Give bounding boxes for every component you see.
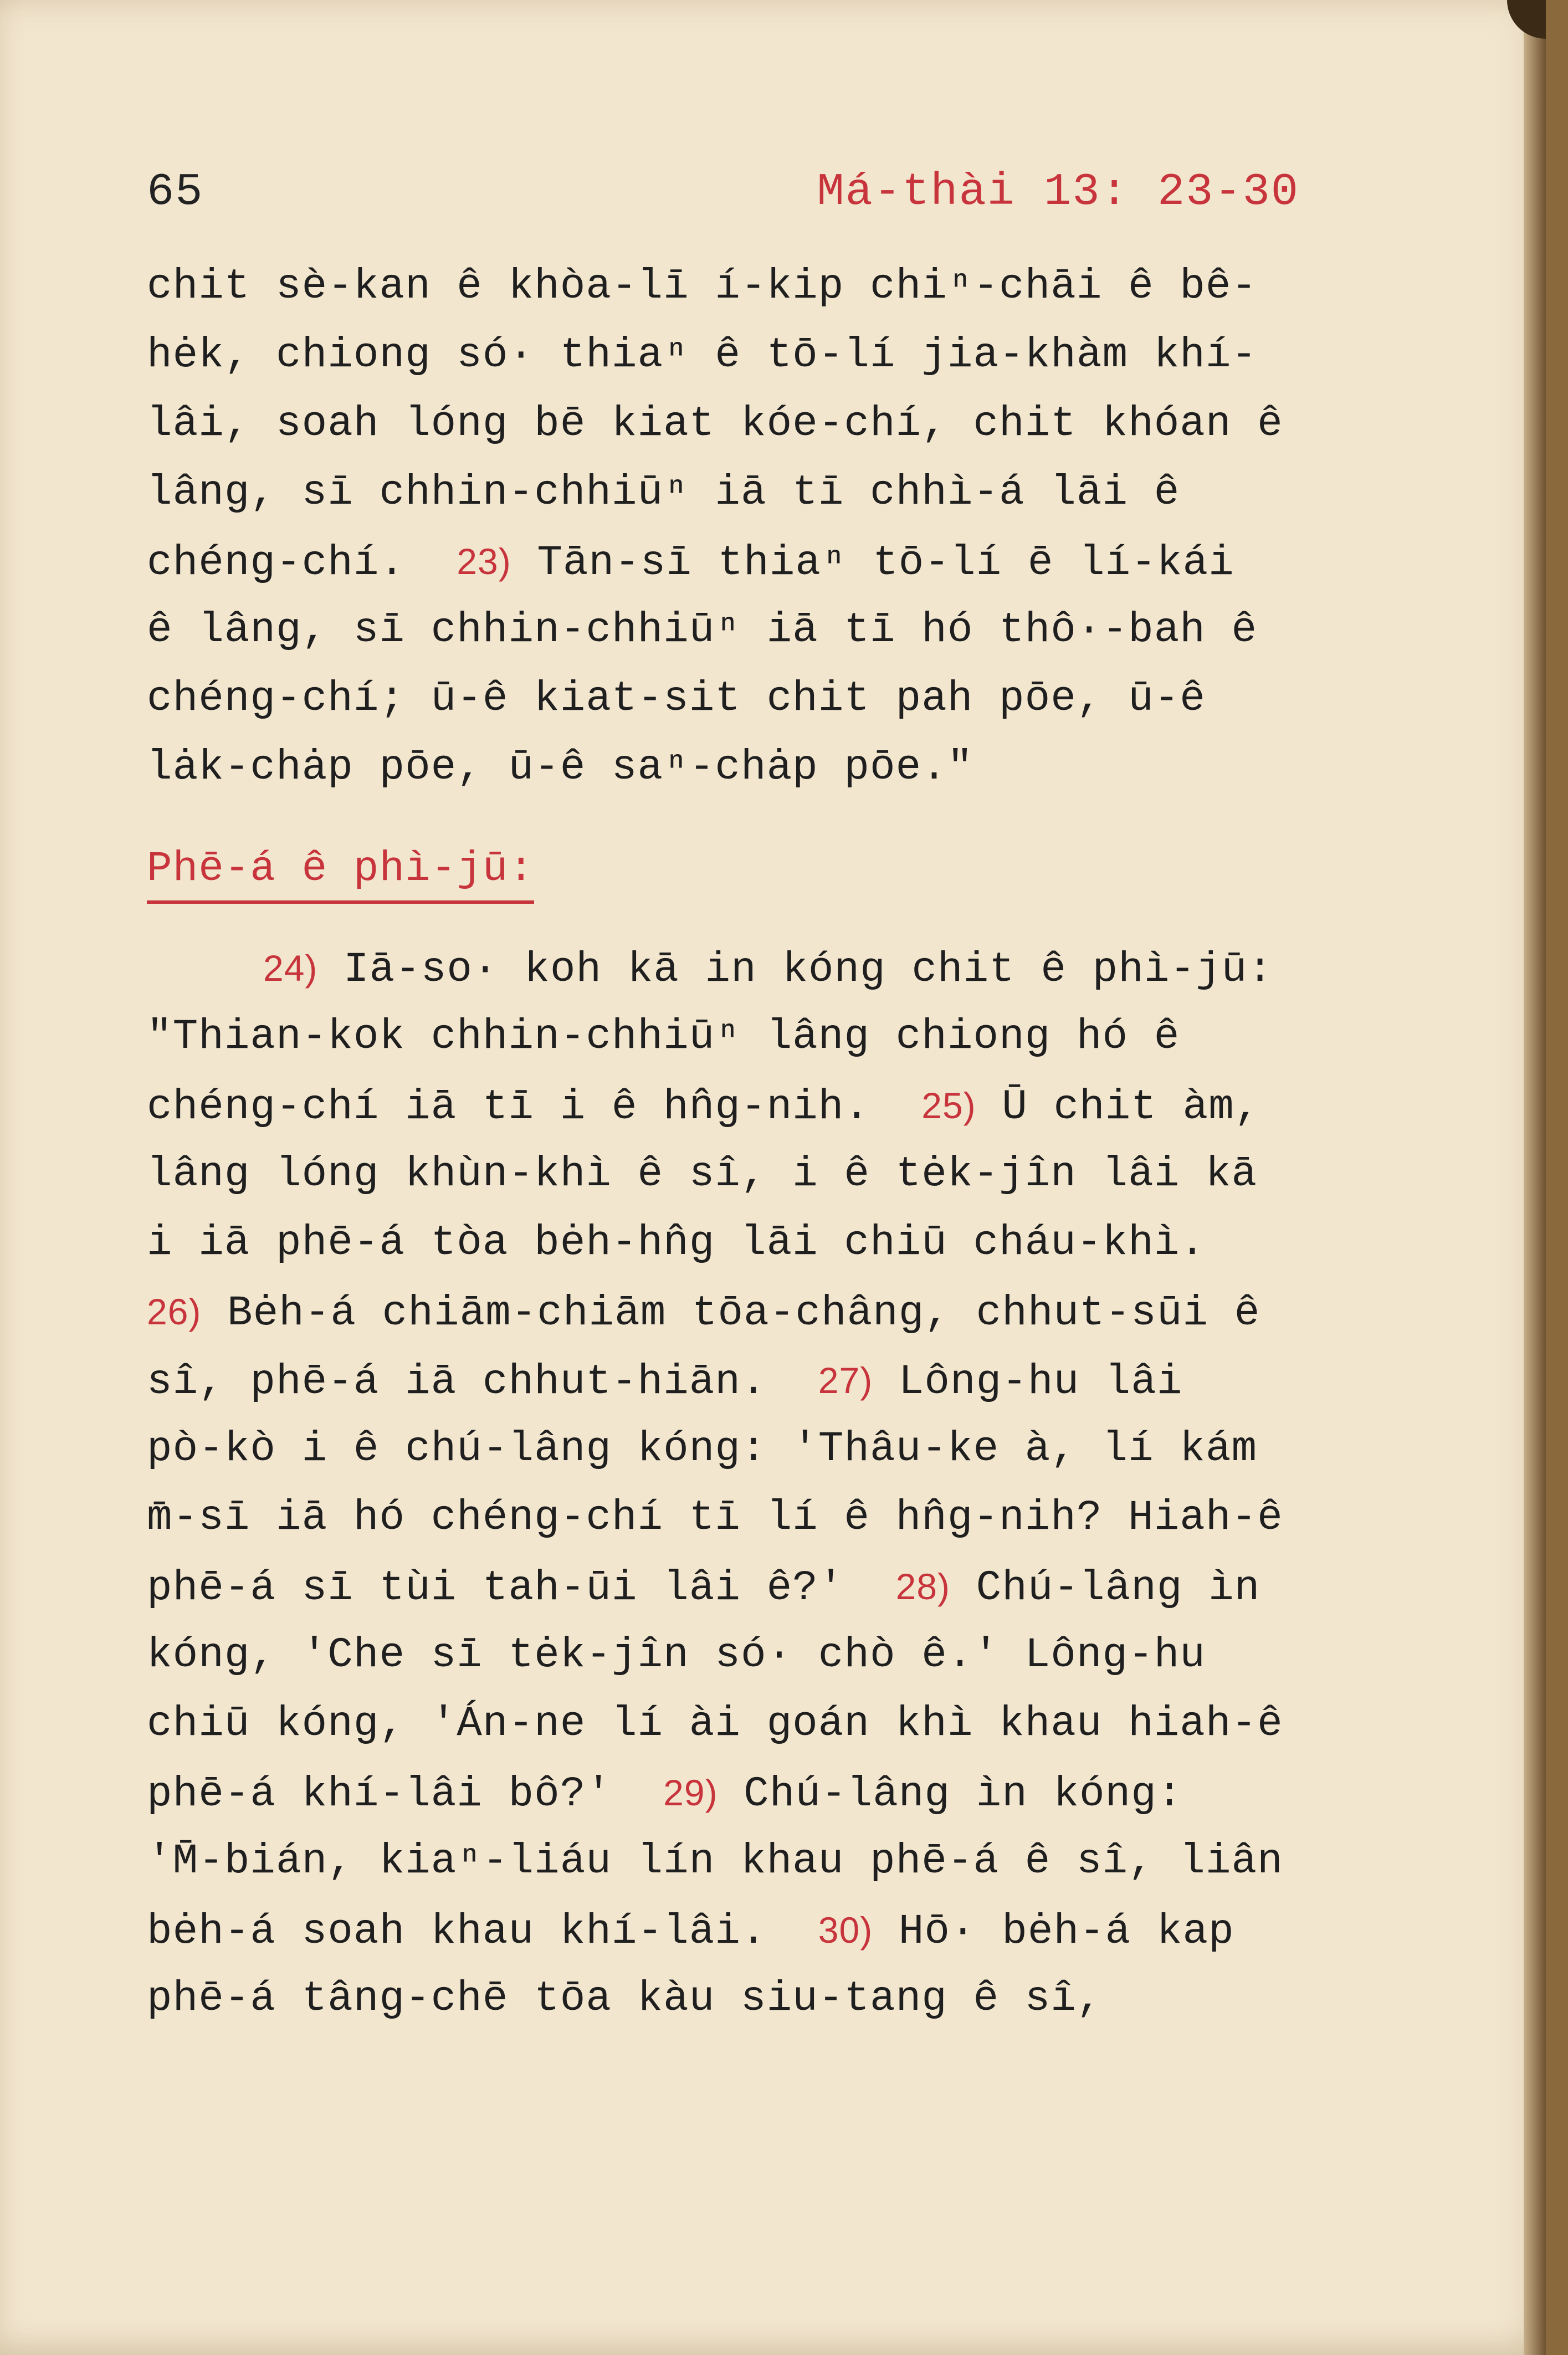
line-text: lâng, sī chhin-chhiūⁿ iā tī chhì-á lāi ê [147, 469, 1180, 516]
verse-number: 23) [457, 541, 511, 582]
text-line [147, 458, 1366, 527]
page-number: 65 [147, 166, 204, 218]
page-header [147, 166, 1299, 227]
line-text: i iā phē-á tòa bėh-hn̂g lāi chiū cháu-khì. [147, 1219, 1206, 1267]
text-line [147, 934, 1366, 1002]
line-text: lȧk-chȧp pōe, ū-ê saⁿ-chȧp pōe." [147, 744, 973, 791]
text-line [147, 1690, 1366, 1758]
text-line [147, 1827, 1366, 1896]
line-text: phē-á tâng-chē tōa kàu siu-tang ê sî, [147, 1975, 1103, 2023]
line-text: "Thian-kok chhin-chhiūⁿ lâng chiong hó ê [147, 1013, 1180, 1061]
line-text: Tān-sī thiaⁿ tō-lí ē lí-kái [511, 539, 1234, 587]
text-line [147, 1140, 1366, 1209]
line-text: Hō· bėh-á kap [873, 1908, 1234, 1955]
line-text: Chú-lâng ìn [950, 1564, 1260, 1612]
line-text: chéng-chí. [147, 539, 457, 587]
text-line [147, 596, 1366, 664]
line-text: kóng, 'Che sī tėk-jîn só· chò ê.' Lông-hu [147, 1631, 1206, 1679]
text-line [147, 1209, 1366, 1277]
line-text: Iā-so· koh kā in kóng chit ê phì-jū: [317, 946, 1273, 994]
verse-number: 29) [663, 1772, 718, 1813]
line-text: hėk, chiong só· thiaⁿ ê tō-lí jia-khàm khí- [147, 331, 1258, 379]
text-line [147, 733, 1366, 802]
paragraph-1 [147, 252, 1366, 802]
line-text: chéng-chí iā tī i ê hn̂g-nih. [147, 1083, 922, 1131]
text-line [147, 1964, 1366, 2033]
line-text: Bėh-á chiām-chiām tōa-châng, chhut-sūi ê [201, 1289, 1260, 1337]
section-heading: Phē-á ê phì-jū: [147, 845, 534, 904]
text-line [147, 252, 1366, 321]
text-line [147, 1002, 1366, 1071]
verse-number: 25) [921, 1085, 976, 1126]
text-line [147, 321, 1366, 390]
verse-number: 27) [818, 1360, 873, 1401]
text-line [147, 664, 1366, 733]
text-line [147, 1896, 1366, 1964]
line-text: Ū chit àm, [976, 1083, 1260, 1131]
page-corner [1507, 0, 1546, 39]
line-text: ê lâng, sī chhin-chhiūⁿ iā tī hó thô·-bah ê [147, 606, 1258, 654]
line-text: chiū kóng, 'Án-ne lí ài goán khì khau hiah-ê [147, 1700, 1283, 1748]
line-text: sî, phē-á iā chhut-hiān. [147, 1358, 818, 1406]
verse-number: 26) [147, 1291, 202, 1332]
line-text: Lông-hu lâi [873, 1358, 1183, 1406]
line-text: lâng lóng khùn-khì ê sî, i ê tėk-jîn lâi kā [147, 1150, 1258, 1198]
line-text: bėh-á soah khau khí-lâi. [147, 1908, 818, 1955]
text-line [147, 1346, 1366, 1415]
verse-number: 28) [895, 1566, 951, 1607]
text-line [147, 390, 1366, 458]
text-line [147, 1071, 1366, 1140]
line-text: chit sè-kan ê khòa-lī í-kip chiⁿ-chāi ê bê- [147, 263, 1258, 310]
page-edge [1524, 0, 1546, 2355]
line-text: Chú-lâng ìn kóng: [718, 1770, 1183, 1818]
line-text: phē-á sī tùi tah-ūi lâi ê?' [147, 1564, 896, 1612]
line-text: pò-kò i ê chú-lâng kóng: 'Thâu-ke à, lí kám [147, 1425, 1258, 1473]
line-text: m̄-sī iā hó chéng-chí tī lí ê hn̂g-nih? Hiah-ê [147, 1494, 1283, 1542]
text-line [147, 1552, 1366, 1621]
line-text: 'M̄-bián, kiaⁿ-liáu lín khau phē-á ê sî, liân [147, 1837, 1283, 1885]
line-text: chéng-chí; ū-ê kiat-sit chit pah pōe, ū-ê [147, 675, 1206, 723]
paragraph-2 [147, 934, 1366, 2033]
text-line [147, 527, 1366, 596]
text-line [147, 1483, 1366, 1552]
verse-number: 24) [263, 948, 318, 989]
text-line [147, 1758, 1366, 1827]
text-line [147, 1621, 1366, 1690]
line-text: phē-á khí-lâi bô?' [147, 1770, 664, 1818]
line-text: lâi, soah lóng bē kiat kóe-chí, chit khóan ê [147, 400, 1283, 448]
text-line [147, 1415, 1366, 1483]
verse-number: 30) [818, 1909, 873, 1950]
text-line [147, 1277, 1366, 1346]
running-head: Má-thài 13: 23-30 [817, 166, 1299, 218]
